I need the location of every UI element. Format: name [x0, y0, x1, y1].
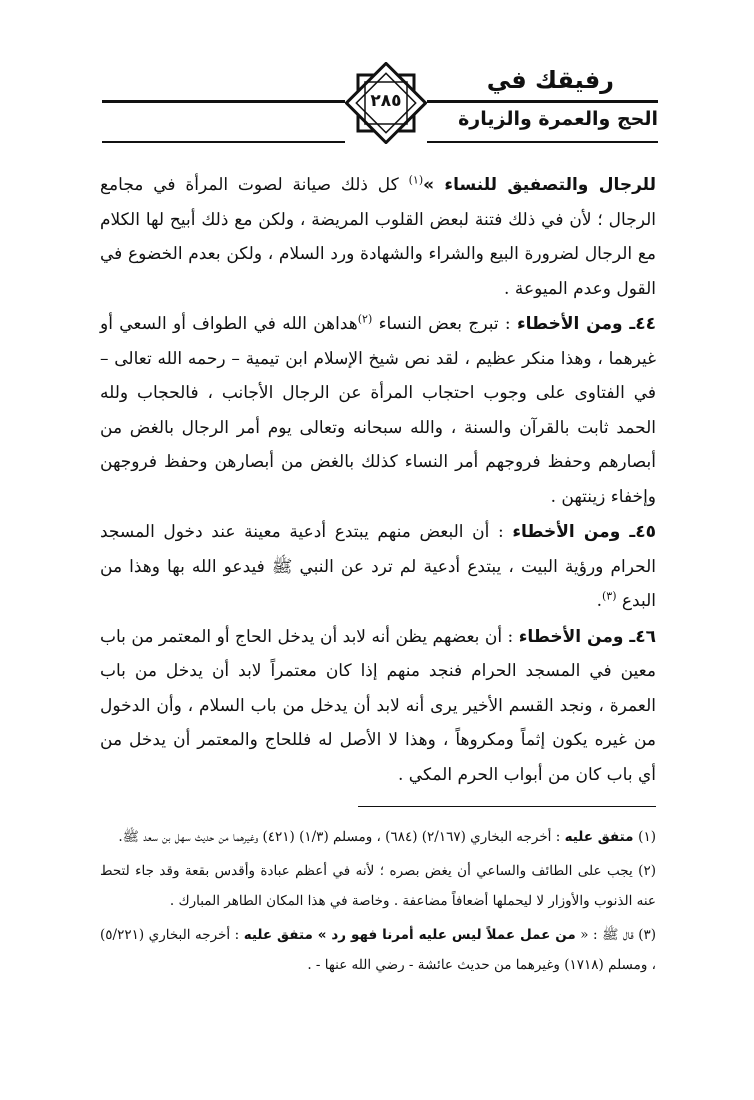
- paragraph-46: [100, 620, 656, 793]
- running-title-line1: رفيقك في: [486, 66, 614, 94]
- footnote-bold: من عمل عملاً ليس عليه أمرنا فهو رد » متفق عليه: [243, 927, 576, 943]
- paragraph-text: كل ذلك صيانة لصوت المرأة في مجامع الرجال ؛ لأن في ذلك فتنة لبعض القلوب المريضة ، ولكن مع ذلك أبيح لها الكلام مع الرجال لضرورة البيع والشراء والشهادة ورد السلام ، ولكن بعدم الخضوع في القول وعدم الميوعة .: [100, 175, 656, 299]
- page-header: [0, 0, 754, 140]
- footnotes: [100, 822, 656, 984]
- footnote-1: [100, 822, 656, 852]
- footnote-number: (٢): [638, 863, 656, 879]
- footnote-text: قال ﷺ : «: [575, 927, 639, 943]
- paragraph-continuation: [100, 168, 656, 306]
- page-number: ٢٨٥: [370, 91, 402, 111]
- item-label-45: ٤٥ـ ومن الأخطاء: [512, 522, 656, 542]
- footnote-number: (٣): [638, 927, 657, 943]
- footnote-3: [100, 920, 656, 980]
- footnote-ref-3: (٣): [601, 589, 617, 603]
- paragraph-text: .: [596, 591, 602, 611]
- paragraph-text: : أن البعض منهم يبتدع أدعية معينة عند دخول المسجد الحرام ورؤية البيت ، يبتدع أدعية لم ترد عن النبي ﷺ فيدعو الله بها وهذا من البدع: [100, 522, 656, 611]
- paragraph-text: : أن بعضهم يظن أنه لابد أن يدخل الحاج أو المعتمر من باب معين في المسجد الحرام فنجد منهم إذا كان معتمراً لابد أن يدخل من باب العمرة ، ونجد القسم الأخير يرى أنه لابد أن يدخل من باب السلام ، وأن الدخول من غيره يكون إثماً ومكروهاً ، وهذا لا الأصل له فللحاج والمعتمر أن يدخل من أي باب كان من أبواب الحرم المكي .: [100, 626, 656, 785]
- footnote-text: يجب على الطائف والساعي أن يغض بصره ؛ لأنه في أعظم عبادة وأقدس بقعة وقد جاء لتحط عنه الذنوب والأوزار لا ليحملها أضعافاً مضاعفة . وخاصة في هذا المكان الطاهر المبارك .: [100, 863, 656, 909]
- paragraph-text: هداهن الله في الطواف أو السعي أو غيرهما ، وهذا منكر عظيم ، لقد نص شيخ الإسلام ابن تيمية – رحمه الله تعالى – في الفتاوى على وجوب احتجاب المرأة عن الرجال الأجانب ، فالحجاب ولله الحمد ثابت بالقرآن والسنة ، والله سبحانه وتعالى يوم أمر الرجال بالغض من أبصارهم وحفظ فروجهم أمر النساء كذلك بالغض من أبصارهن وحفظ فروجهن وإخفاء زينتهن .: [100, 314, 656, 507]
- main-text: [100, 168, 656, 793]
- footnote-ref-1: (١): [408, 173, 424, 187]
- paragraph-45: [100, 515, 656, 619]
- paragraph-44: [100, 307, 656, 514]
- footnote-text: : أخرجه البخاري (٥/٢٢١) ، ومسلم (١٧١٨) وغيرهما من حديث عائشة - رضي الله عنها - .: [100, 927, 656, 973]
- footnote-number: (١): [638, 829, 656, 845]
- footnote-2: [100, 856, 656, 916]
- quoted-hadith-end: للرجال والتصفيق للنساء »: [423, 175, 657, 195]
- item-label-44: ٤٤ـ ومن الأخطاء: [516, 314, 656, 334]
- footnote-ref-2: (٢): [357, 312, 373, 326]
- footnote-bold: متفق عليه: [564, 829, 639, 845]
- running-title-line2: الحج والعمرة والزيارة: [458, 108, 658, 130]
- item-label-46: ٤٦ـ ومن الأخطاء: [518, 626, 656, 647]
- footnote-text: : أخرجه البخاري (٢/١٦٧) (٦٨٤) ، ومسلم (١/٣) (٤٢١) وغيرهما من حديث سهل بن سعد ﷺ.: [118, 829, 565, 845]
- page-number-badge: [345, 62, 427, 144]
- footnote-separator: [358, 806, 656, 807]
- paragraph-text: : تبرج بعض النساء: [372, 314, 517, 334]
